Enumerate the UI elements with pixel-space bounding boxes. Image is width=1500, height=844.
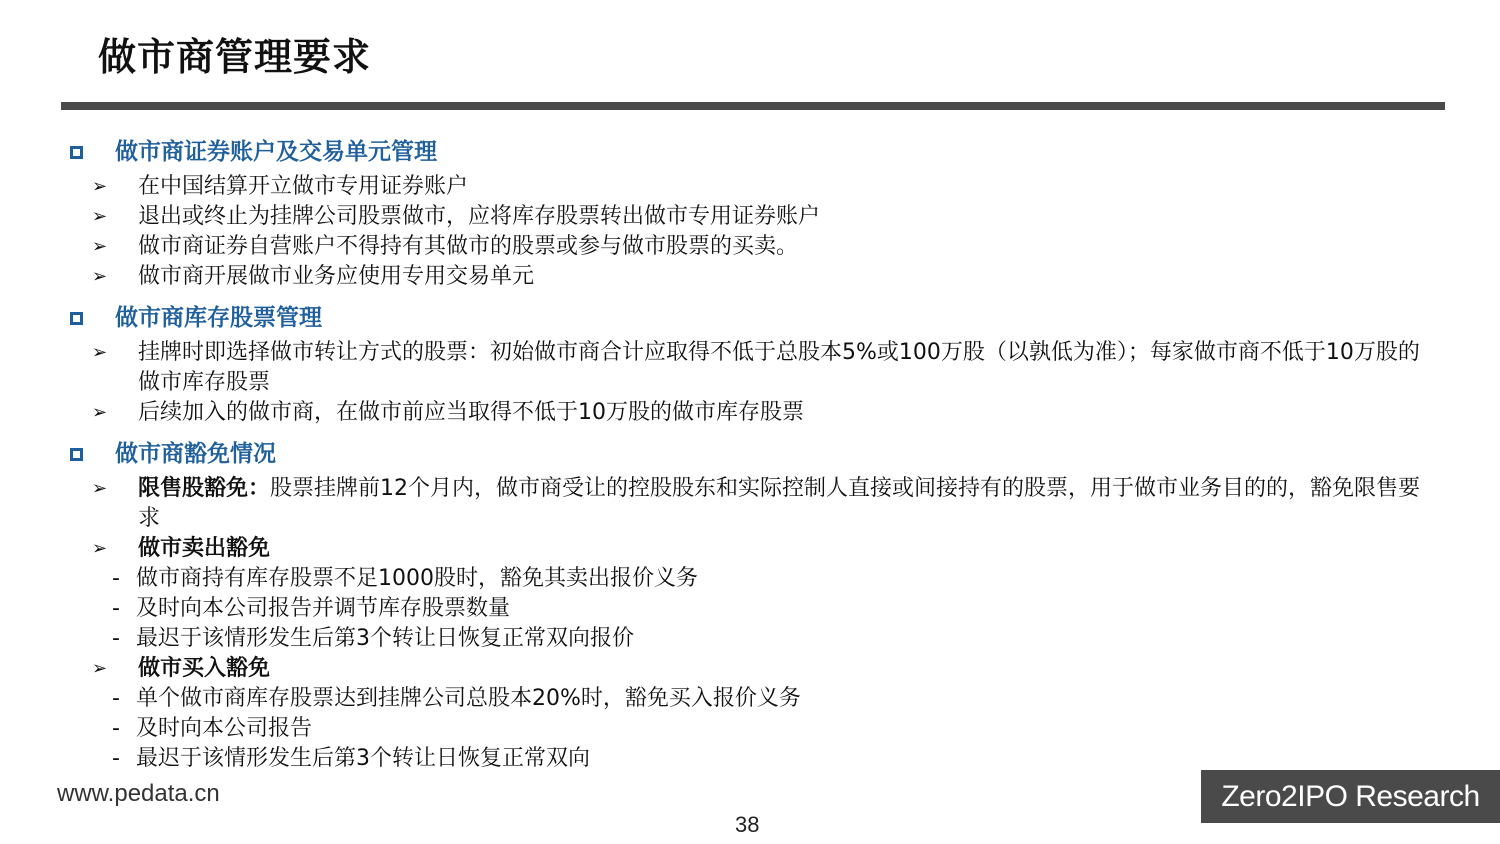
sell-exemption-label: 做市卖出豁免: [138, 536, 271, 561]
page-title: 做市商管理要求: [98, 35, 372, 79]
arrow-bullet-icon: ➢: [92, 538, 108, 559]
dash-bullet-icon: -: [112, 626, 120, 651]
title-divider: [61, 102, 1445, 110]
arrow-bullet-icon: ➢: [92, 402, 108, 423]
list-item: [92, 654, 1432, 684]
arrow-bullet-icon: ➢: [92, 236, 108, 257]
sub-list-item: - 单个做市商库存股票达到挂牌公司总股本20%时，豁免买入报价义务: [112, 684, 801, 714]
dash-bullet-icon: -: [112, 686, 120, 711]
list-item: ➢ 做市商证券自营账户不得持有其做市的股票或参与做市股票的买卖。: [92, 232, 1432, 262]
buy-exemption-label: 做市买入豁免: [138, 656, 271, 681]
dash-bullet-icon: -: [112, 566, 120, 591]
sub-list-item: - 最迟于该情形发生后第3个转让日恢复正常双向: [112, 744, 590, 774]
arrow-bullet-icon: ➢: [92, 206, 108, 227]
list-item: [92, 534, 1432, 564]
sub-list-item: - 最迟于该情形发生后第3个转让日恢复正常双向报价: [112, 624, 634, 654]
arrow-bullet-icon: ➢: [92, 478, 108, 499]
dash-bullet-icon: -: [112, 596, 120, 621]
sub-list-item: - 及时向本公司报告并调节库存股票数量: [112, 594, 510, 624]
section-heading-exemptions: [70, 439, 276, 469]
restricted-label: 限售股豁免：: [138, 476, 271, 501]
section-heading-label: 做市商证券账户及交易单元管理: [115, 139, 437, 165]
sub-list-item: - 及时向本公司报告: [112, 714, 312, 744]
arrow-bullet-icon: ➢: [92, 342, 108, 363]
square-bullet-icon: [70, 312, 83, 325]
section-heading-label: 做市商库存股票管理: [115, 305, 322, 331]
sub-list-item: - 做市商持有库存股票不足1000股时，豁免其卖出报价义务: [112, 564, 698, 594]
square-bullet-icon: [70, 448, 83, 461]
list-item: ➢ 后续加入的做市商，在做市前应当取得不低于10万股的做市库存股票: [92, 398, 1432, 428]
list-item: ➢ 在中国结算开立做市专用证券账户: [92, 172, 1432, 202]
brand-logo: Zero2IPO Research: [1201, 770, 1500, 823]
dash-bullet-icon: -: [112, 716, 120, 741]
restricted-text: 股票挂牌前12个月内，做市商受让的控股股东和实际控制人直接或间接持有的股票，用于做市业务目的的，豁免限售要求: [138, 476, 1421, 531]
page-number: 38: [735, 812, 760, 837]
arrow-bullet-icon: ➢: [92, 658, 108, 679]
website-link[interactable]: www.pedata.cn: [57, 780, 220, 807]
list-item: ➢ 做市商开展做市业务应使用专用交易单元: [92, 262, 1432, 292]
list-item: ➢ 退出或终止为挂牌公司股票做市，应将库存股票转出做市专用证券账户: [92, 202, 1432, 232]
square-bullet-icon: [70, 146, 83, 159]
list-item: [92, 474, 1432, 534]
section-heading-accounts: [70, 137, 437, 167]
list-item: ➢ 挂牌时即选择做市转让方式的股票：初始做市商合计应取得不低于总股本5%或100万股（以孰低为准）；每家做市商不低于10万股的做市库存股票: [92, 338, 1432, 398]
section-heading-inventory: [70, 303, 322, 333]
section-heading-label: 做市商豁免情况: [115, 441, 276, 467]
arrow-bullet-icon: ➢: [92, 266, 108, 287]
dash-bullet-icon: -: [112, 746, 120, 771]
arrow-bullet-icon: ➢: [92, 176, 108, 197]
